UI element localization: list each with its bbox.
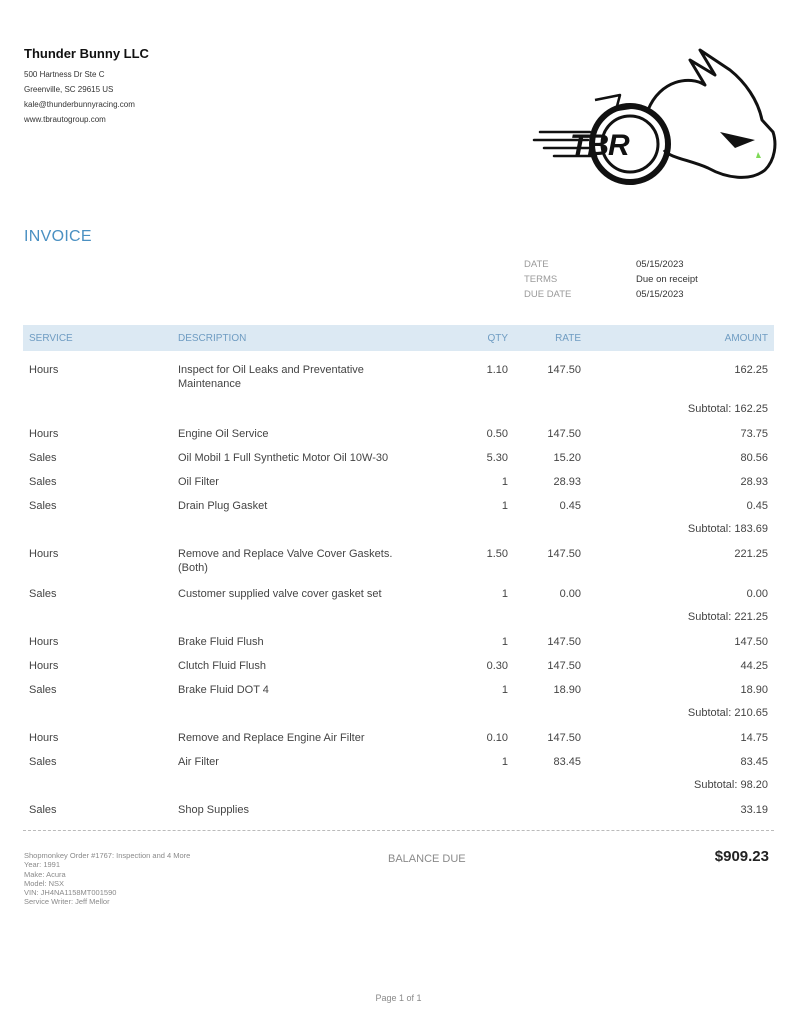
amount-cell: 14.75 [740, 732, 768, 744]
service-cell: Sales [29, 684, 57, 696]
amount-cell: 73.75 [740, 428, 768, 440]
qty-cell: 1.10 [486, 364, 508, 376]
qty-cell: 1 [501, 476, 508, 488]
amount-cell: 33.19 [740, 804, 768, 816]
amount-cell: 0.00 [746, 588, 768, 600]
order-notes [24, 851, 190, 907]
qty-cell: 1.50 [486, 548, 508, 560]
meta-label: TERMS [524, 274, 558, 285]
service-cell: Sales [29, 452, 57, 464]
qty-cell: 0.30 [486, 660, 508, 672]
invoice-title: INVOICE [24, 228, 92, 245]
order-number: Shopmonkey Order #1767: Inspection and 4 More [24, 851, 191, 860]
description-cell: Brake Fluid DOT 4 [178, 684, 269, 696]
amount-cell: 221.25 [734, 548, 768, 560]
header-description: DESCRIPTION [178, 333, 247, 344]
table-row [23, 422, 774, 446]
qty-cell: 1 [501, 500, 508, 512]
meta-label: DUE DATE [524, 289, 572, 300]
description-cell: Oil Filter [178, 476, 219, 488]
table-row [23, 358, 774, 398]
subtotal-value: Subtotal: 162.25 [687, 403, 768, 415]
qty-cell: 1 [501, 756, 508, 768]
qty-cell: 5.30 [486, 452, 508, 464]
service-cell: Sales [29, 588, 57, 600]
vehicle-vin: VIN: JH4NA1158MT001590 [24, 888, 117, 898]
description-cell: Remove and Replace Engine Air Filter [178, 732, 365, 744]
meta-value: Due on receipt [636, 274, 698, 285]
qty-cell: 1 [501, 588, 508, 600]
subtotal-row [23, 702, 774, 726]
table-row [23, 750, 774, 774]
table-header [23, 325, 774, 351]
service-cell: Sales [29, 756, 57, 768]
subtotal-value: Subtotal: 210.65 [687, 707, 768, 719]
meta-label: DATE [524, 259, 549, 270]
amount-cell: 44.25 [740, 660, 768, 672]
rate-cell: 28.93 [553, 476, 581, 488]
table-row [23, 446, 774, 470]
qty-cell: 1 [501, 684, 508, 696]
balance-due-value: $909.23 [714, 848, 769, 865]
header-qty: QTY [487, 333, 508, 344]
table-row [23, 678, 774, 702]
description-cell: Remove and Replace Valve Cover Gaskets. (Both) [178, 548, 393, 574]
header-rate: RATE [555, 333, 581, 344]
balance-due-label: BALANCE DUE [388, 853, 466, 865]
qty-cell: 0.50 [486, 428, 508, 440]
service-cell: Hours [29, 636, 59, 648]
description-cell: Engine Oil Service [178, 428, 269, 440]
service-cell: Sales [29, 804, 57, 816]
amount-cell: 28.93 [740, 476, 768, 488]
meta-row-due-date [524, 289, 698, 304]
amount-cell: 80.56 [740, 452, 768, 464]
description-cell: Customer supplied valve cover gasket set [178, 588, 382, 600]
company-email: kale@thunderbunnyracing.com [24, 100, 135, 109]
table-row [23, 630, 774, 654]
meta-value: 05/15/2023 [636, 259, 684, 270]
rate-cell: 147.50 [547, 636, 581, 648]
qty-cell: 0.10 [486, 732, 508, 744]
vehicle-model: Model: NSX [24, 878, 65, 888]
meta-row-date [524, 259, 698, 274]
rate-cell: 147.50 [547, 364, 581, 376]
vehicle-year: Year: 1991 [24, 860, 61, 870]
description-cell: Drain Plug Gasket [178, 500, 268, 512]
description-cell: Air Filter [178, 756, 219, 768]
rate-cell: 83.45 [553, 756, 581, 768]
logo-text: TBR [570, 129, 629, 162]
rate-cell: 18.90 [553, 684, 581, 696]
table-row [23, 798, 774, 822]
subtotal-row [23, 398, 774, 422]
amount-cell: 147.50 [734, 636, 768, 648]
meta-value: 05/15/2023 [636, 289, 684, 300]
table-row [23, 582, 774, 606]
subtotal-row [23, 606, 774, 630]
amount-cell: 18.90 [740, 684, 768, 696]
company-name: Thunder Bunny LLC [24, 46, 149, 61]
service-cell: Hours [29, 428, 59, 440]
subtotal-value: Subtotal: 183.69 [687, 523, 768, 535]
amount-cell: 0.45 [746, 500, 768, 512]
service-cell: Hours [29, 364, 59, 376]
table-row [23, 654, 774, 678]
company-address-line2: Greenville, SC 29615 US [24, 85, 114, 94]
amount-cell: 162.25 [734, 364, 768, 376]
tbr-bunny-logo [530, 40, 780, 192]
rate-cell: 147.50 [547, 428, 581, 440]
subtotal-value: Subtotal: 98.20 [693, 779, 768, 791]
vehicle-make: Make: Acura [24, 869, 66, 879]
table-row [23, 726, 774, 750]
company-website: www.tbrautogroup.com [24, 115, 106, 124]
invoice-meta [524, 259, 698, 304]
amount-cell: 83.45 [740, 756, 768, 768]
description-cell: Shop Supplies [178, 804, 249, 816]
page-number: Page 1 of 1 [375, 993, 422, 1003]
rate-cell: 0.45 [559, 500, 581, 512]
qty-cell: 1 [501, 636, 508, 648]
meta-row-terms [524, 274, 698, 289]
subtotal-row [23, 518, 774, 542]
company-info [24, 46, 149, 127]
rate-cell: 147.50 [547, 548, 581, 560]
service-cell: Sales [29, 500, 57, 512]
table-row [23, 470, 774, 494]
rate-cell: 147.50 [547, 660, 581, 672]
service-cell: Hours [29, 732, 59, 744]
divider [23, 830, 774, 831]
table-row [23, 542, 774, 582]
description-cell: Oil Mobil 1 Full Synthetic Motor Oil 10W-30 [178, 452, 389, 464]
service-cell: Hours [29, 660, 59, 672]
table-row [23, 494, 774, 518]
line-items [23, 358, 774, 822]
description-cell: Inspect for Oil Leaks and Preventative Maintenance [178, 364, 364, 390]
rate-cell: 0.00 [559, 588, 581, 600]
header-service: SERVICE [29, 333, 73, 344]
subtotal-value: Subtotal: 221.25 [687, 611, 768, 623]
header-amount: AMOUNT [724, 333, 768, 344]
company-address-line1: 500 Hartness Dr Ste C [24, 70, 105, 79]
description-cell: Clutch Fluid Flush [178, 660, 267, 672]
service-writer: Service Writer: Jeff Mellor [24, 897, 110, 907]
service-cell: Sales [29, 476, 57, 488]
description-cell: Brake Fluid Flush [178, 636, 264, 648]
service-cell: Hours [29, 548, 59, 560]
subtotal-row [23, 774, 774, 798]
rate-cell: 147.50 [547, 732, 581, 744]
rate-cell: 15.20 [553, 452, 581, 464]
